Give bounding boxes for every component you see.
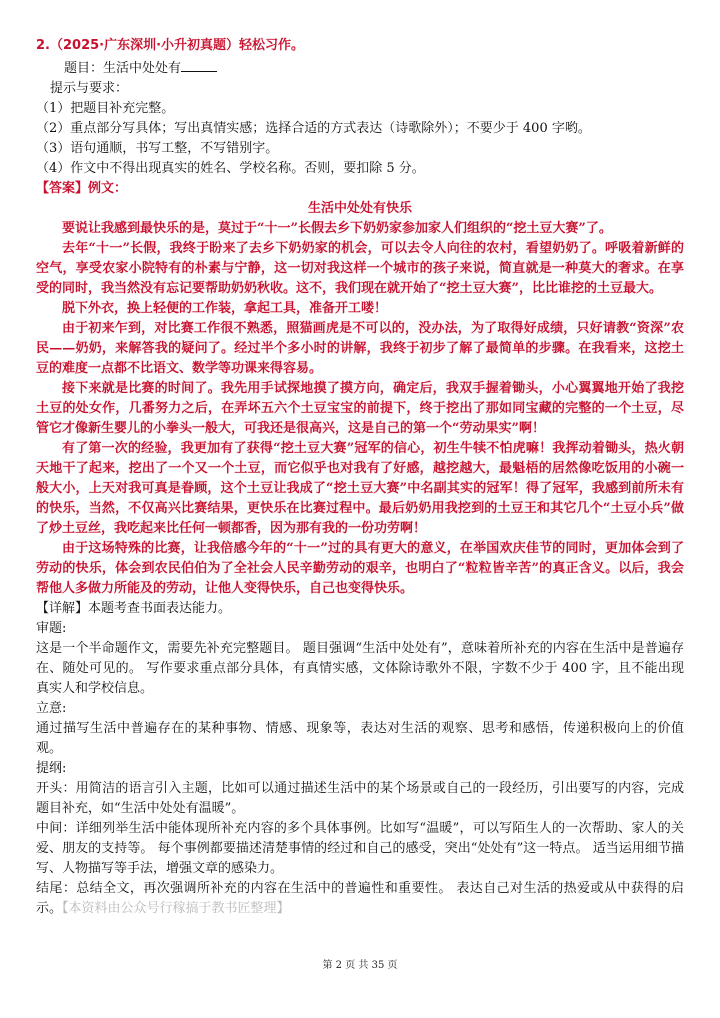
topic-line — [36, 59, 684, 79]
essay-paragraph: 接下来就是比赛的时间了。我先用手试探地摸了摸方向，确定后，我双手握着锄头，小心翼翼地开始了我挖土豆的处女作，几番努力之后，在弄坏五六个土豆宝宝的前提下，终于挖出了那如同宝藏的完整的一个土豆，尽管它才像新生婴儿的小拳头一般大，可我还是很高兴，这是自己的第一个“劳动果实”啊！ — [36, 381, 684, 436]
outline-ending — [36, 879, 684, 919]
tigang-label: 提纲: — [36, 761, 67, 776]
question-title: 2.（2025·广东深圳·小升初真题）轻松习作。 — [36, 38, 305, 53]
essay-paragraph: 脱下外衣，换上轻便的工作装，拿起工具，准备开工喽！ — [62, 301, 388, 316]
topic-text: 题目：生活中处处有 — [64, 61, 182, 76]
detail-intro: 【详解】本题考查书面表达能力。 — [36, 601, 232, 616]
answer-label: 【答案】例文： — [36, 181, 128, 196]
essay-paragraph: 有了第一次的经验，我更加有了获得“挖土豆大赛”冠军的信心，初生牛犊不怕虎嘛！我挥动着锄头，热火朝天地干了起来，挖出了一个又一个土豆，而它似乎也对我有了好感，越挖越大，最魁梧的居然像吃饭用的小碗一般大小，上天对我可真是眷顾，这个土豆让我成了“挖土豆大赛”中名副其实的冠军！得了冠军，我感到前所未有的快乐，当然，不仅高兴比赛结果，更快乐在比赛过程中。最后奶奶用我挖到的土豆王和其它几个“土豆小兵”做了炒土豆丝，我吃起来比任何一顿都香，因为那有我的一份功劳啊！ — [36, 441, 684, 536]
outline-ending-text: 结尾：总结全文，再次强调所补充的内容在生活中的普遍性和重要性。 表达自己对生活的热爱或从中获得的启示。 — [36, 881, 684, 916]
requirement-4: （4）作文中不得出现真实的姓名、学校名称。否则，要扣除 5 分。 — [36, 161, 425, 176]
essay-body — [36, 219, 684, 599]
requirement-1: （1）把题目补充完整。 — [36, 101, 175, 116]
outline-middle: 中间：详细列举生活中能体现所补充内容的多个具体事例。比如写“温暖”，可以写陌生人的一次帮助、家人的关爱、朋友的支持等。 每个事例都要描述清楚事情的经过和自己的感受，突出“处处有”这一特点。 适当运用细节描写、人物描写等手法，增强文章的感染力。 — [36, 821, 684, 876]
essay-paragraph: 要说让我感到最快乐的是，莫过于“十一”长假去乡下奶奶家参加家人们组织的“挖土豆大赛”了。 — [62, 221, 612, 236]
essay-title: 生活中处处有快乐 — [307, 201, 412, 216]
essay-paragraph: 由于初来乍到，对比赛工作很不熟悉，照猫画虎是不可以的，没办法，为了取得好成绩，只好请教“资深”农民——奶奶，来解答我的疑问了。经过半个多小时的讲解，我终于初步了解了最简单的步骤。在我看来，这挖土豆的难度一点都不比语文、数学等功课来得容易。 — [36, 321, 684, 376]
requirement-2: （2）重点部分写具体；写出真情实感；选择合适的方式表达（诗歌除外）；不要少于 400 字哟。 — [36, 121, 591, 136]
requirement-3: （3）语句通顺，书写工整，不写错别字。 — [36, 141, 279, 156]
page-footer: 第 2 页 共 35 页 — [322, 960, 398, 971]
outline-opening: 开头：用简洁的语言引入主题，比如可以通过描述生活中的某个场景或自己的一段经历，引出要写的内容，完成题目补充，如“生活中处处有温暖”。 — [36, 781, 684, 816]
requirements-heading: 提示与要求： — [50, 81, 129, 96]
topic-blank — [181, 59, 217, 72]
watermark-text: 【本资料由公众号行稼搞于教书匠整理】 — [62, 901, 290, 916]
liyi-text: 通过描写生活中普遍存在的某种事物、情感、现象等，表达对生活的观察、思考和感悟，传递积极向上的价值观。 — [36, 721, 684, 756]
liyi-label: 立意: — [36, 701, 67, 716]
shenti-text: 这是一个半命题作文，需要先补充完整题目。 题目强调“生活中处处有”，意味着所补充的内容在生活中是普遍存在、随处可见的。 写作要求重点部分具体，有真情实感，文体除诗歌外不限，字数不少于 400 字，且不能出现真实人和学校信息。 — [36, 641, 684, 696]
essay-paragraph: 去年“十一”长假，我终于盼来了去乡下奶奶家的机会，可以去令人向往的农村，看望奶奶了。呼吸着新鲜的空气，享受农家小院特有的朴素与宁静，这一切对我这样一个城市的孩子来说，简直就是一种莫大的奢求。在享受的同时，我当然没有忘记要帮助奶奶秋收。这不，我们现在就开始了“挖土豆大赛”，比比谁挖的土豆最大。 — [36, 241, 684, 296]
shenti-label: 审题: — [36, 621, 67, 636]
essay-paragraph: 由于这场特殊的比赛，让我倍感今年的“十一”过的具有更大的意义，在举国欢庆佳节的同时，更加体会到了劳动的快乐，体会到农民伯伯为了全社会人民辛勤劳动的艰辛，也明白了“粒粒皆辛苦”的真正含义。以后，我会帮他人多做力所能及的劳动，让他人变得快乐，自己也变得快乐。 — [36, 541, 684, 596]
